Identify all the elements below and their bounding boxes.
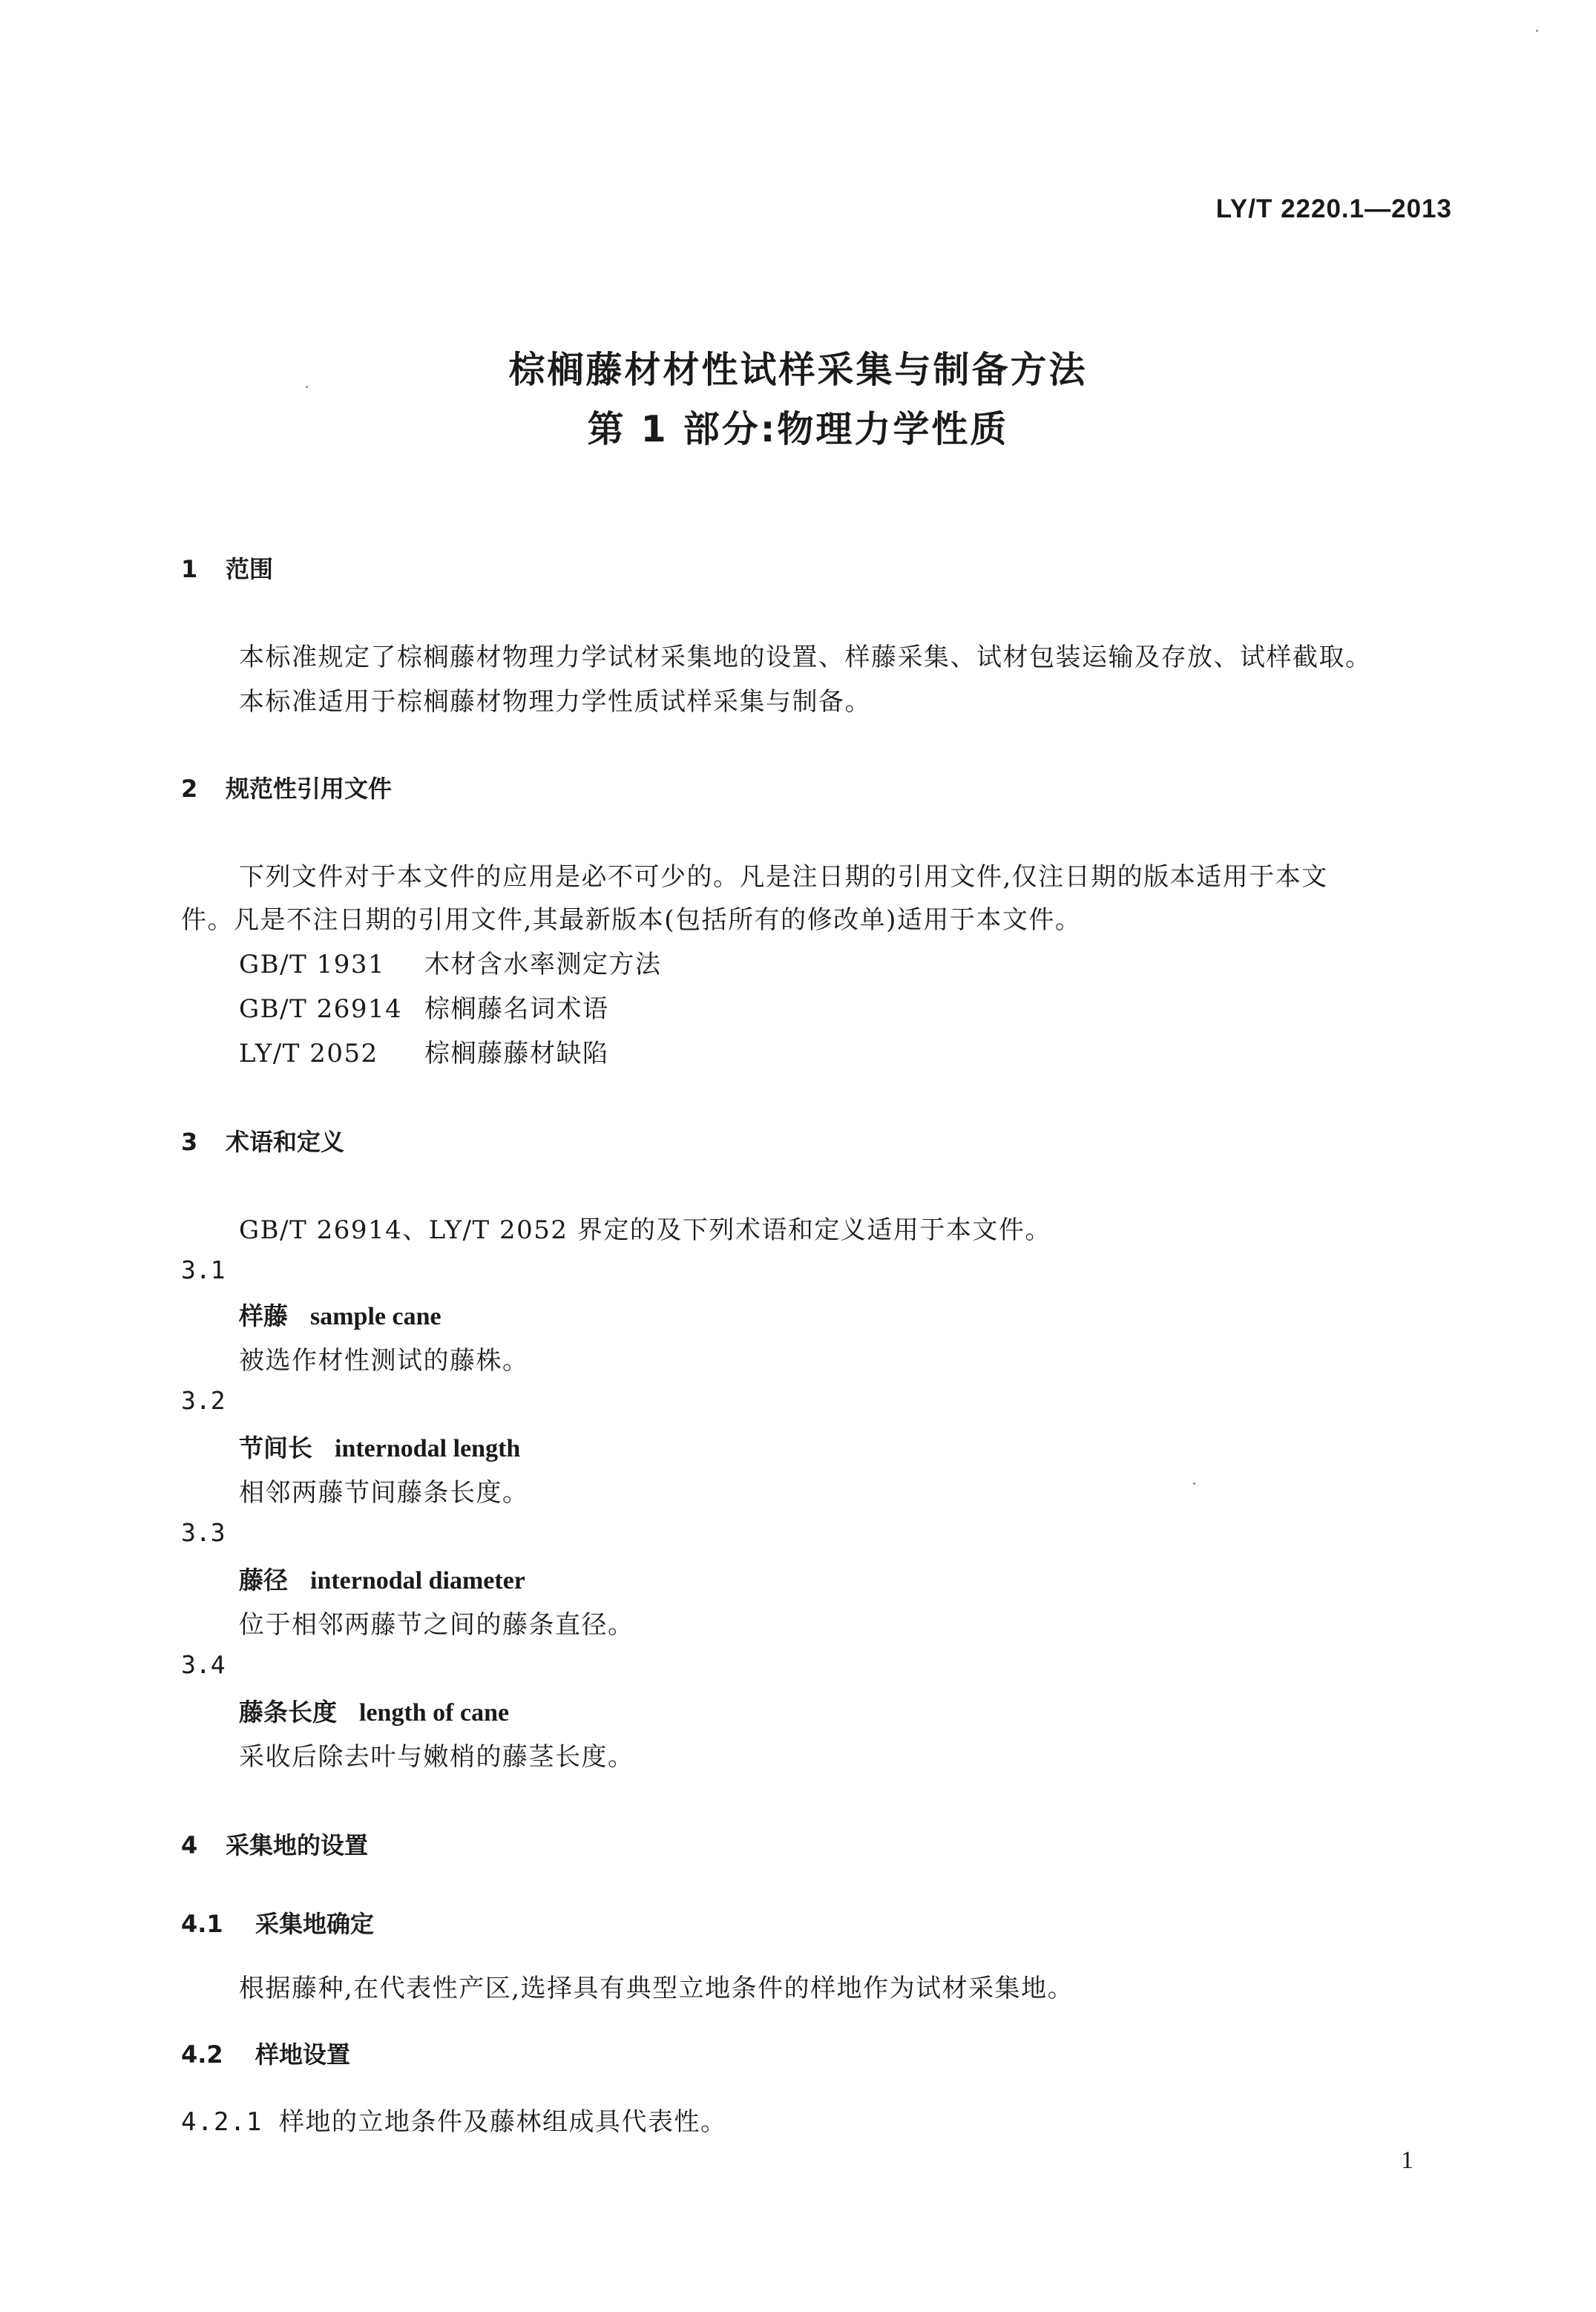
section-title: 范围 [226,555,274,583]
section-4-heading [181,1827,368,1861]
section-1-paragraph-1: 本标准规定了棕榈藤材物理力学试材采集地的设置、样藤采集、试材包装运输及存放、试样截取。 [239,643,1372,672]
term-heading [239,1429,520,1464]
scan-speck [306,386,308,388]
section-number: 2 [181,775,198,803]
reference-code: LY/T 2052 [239,1039,378,1068]
section-3-heading [181,1123,344,1157]
clause-4-2-1 [181,2101,727,2138]
page-number: 1 [1401,2147,1413,2174]
subsection-4-2-heading [181,2036,350,2070]
term-english: length of cane [359,1699,510,1727]
term-definition: 位于相邻两藤节之间的藤条直径。 [239,1610,634,1640]
term-definition: 相邻两藤节间藤条长度。 [239,1478,529,1508]
section-3-paragraph: GB/T 26914、LY/T 2052 界定的及下列术语和定义适用于本文件。 [239,1215,1051,1245]
subsection-4-1-heading [181,1905,374,1940]
clause-text: 样地的立地条件及藤林组成具代表性。 [279,2107,727,2137]
reference-title: 棕榈藤名词术语 [424,994,609,1024]
subsection-title: 采集地确定 [255,1910,375,1938]
term-number: 3.2 [181,1386,226,1415]
term-english: internodal diameter [310,1567,525,1595]
section-1-heading [181,551,273,585]
normative-reference [239,988,609,1025]
reference-title: 木材含水率测定方法 [424,950,662,979]
term-heading [239,1297,441,1332]
normative-reference [239,944,662,980]
subsection-number: 4.2 [181,2040,223,2069]
term-heading [239,1561,525,1596]
term-chinese: 藤条长度 [239,1698,337,1727]
normative-reference [239,1033,609,1069]
term-definition: 被选作材性测试的藤株。 [239,1346,529,1376]
section-2-paragraph-line-2: 件。凡是不注日期的引用文件,其最新版本(包括所有的修改单)适用于本文件。 [181,905,1082,935]
reference-code: GB/T 26914 [239,994,403,1024]
subsection-title: 样地设置 [255,2040,351,2069]
section-1-paragraph-2: 本标准适用于棕榈藤材物理力学性质试样采集与制备。 [239,687,871,717]
term-chinese: 样藤 [239,1301,288,1330]
subsection-4-1-paragraph: 根据藤种,在代表性产区,选择具有典型立地条件的样地作为试材采集地。 [239,1974,1074,2003]
term-number: 3.1 [181,1255,226,1284]
term-heading [239,1693,509,1728]
section-title: 术语和定义 [226,1128,345,1156]
term-definition: 采收后除去叶与嫩梢的藤茎长度。 [239,1742,634,1772]
section-number: 1 [181,555,198,583]
standard-number: LY/T 2220.1—2013 [1215,194,1452,223]
reference-title: 棕榈藤藤材缺陷 [424,1039,609,1068]
term-number: 3.4 [181,1650,226,1679]
section-number: 3 [181,1128,198,1156]
term-number: 3.3 [181,1518,226,1547]
section-number: 4 [181,1831,198,1859]
term-chinese: 节间长 [239,1433,312,1462]
subsection-number: 4.1 [181,1910,223,1938]
reference-code: GB/T 1931 [239,950,386,979]
document-subtitle: 第 1 部分:物理力学性质 [587,408,1009,450]
term-chinese: 藤径 [239,1566,288,1595]
section-2-paragraph-line-1: 下列文件对于本文件的应用是必不可少的。凡是注日期的引用文件,仅注日期的版本适用于本文 [239,862,1328,892]
clause-number: 4.2.1 [181,2107,263,2137]
scan-speck [1193,1482,1195,1485]
term-english: internodal length [335,1435,521,1462]
term-english: sample cane [310,1303,441,1330]
document-title: 棕榈藤材材性试样采集与制备方法 [508,349,1088,391]
scan-speck [1536,30,1538,32]
section-title: 规范性引用文件 [226,775,393,803]
section-2-heading [181,770,392,804]
section-title: 采集地的设置 [226,1831,369,1859]
